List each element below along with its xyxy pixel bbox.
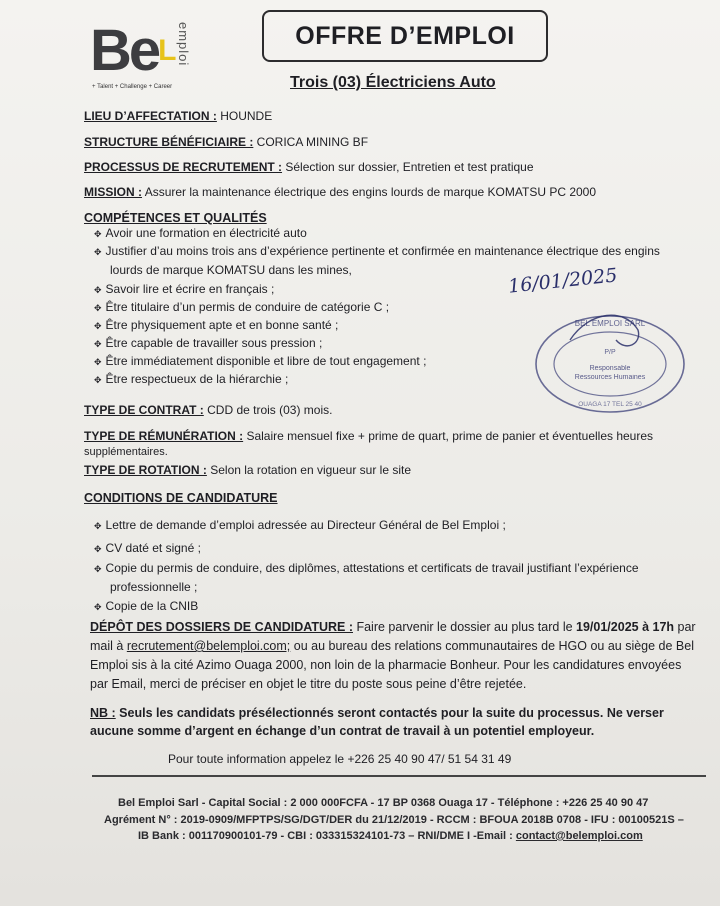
svg-text:Responsable: Responsable	[589, 365, 631, 372]
field-mission: MISSION : Assurer la maintenance électrique des engins lourds de marque KOMATSU PC 2000	[84, 185, 597, 199]
competences-heading: COMPÉTENCES ET QUALITÉS	[84, 211, 267, 225]
competence-item: ✥ Être immédiatement disponible et libre de tout engagement ;	[94, 354, 427, 368]
svg-text:OUAGA 17 TEL 25 40: OUAGA 17 TEL 25 40	[578, 401, 642, 408]
condition-item: ✥ Lettre de demande d’emploi adressée au Directeur Général de Bel Emploi ;	[94, 518, 506, 532]
page-title: OFFRE D’EMPLOI	[295, 21, 515, 50]
condition-item-continuation: professionnelle ;	[110, 580, 198, 594]
footer-line-3: IB Bank : 001170900101-79 - CBI : 033315324101-73 – RNI/DME I -Email : contact@belemploi.com	[138, 830, 643, 842]
competence-item: ✥ Être respectueux de la hiérarchie ;	[94, 372, 289, 386]
info-line: Pour toute information appelez le +226 25 40 90 47/ 51 54 31 49	[168, 752, 512, 766]
condition-item: ✥ CV daté et signé ;	[94, 541, 201, 555]
svg-text:P/P: P/P	[604, 349, 616, 356]
company-logo	[86, 18, 196, 98]
competence-item: ✥ Être capable de travailler sous pression ;	[94, 336, 323, 350]
competence-item: ✥ Savoir lire et écrire en français ;	[94, 282, 275, 296]
company-stamp	[530, 300, 690, 420]
condition-item: ✥ Copie de la CNIB	[94, 599, 199, 613]
svg-text:Ressources Humaines: Ressources Humaines	[574, 374, 646, 381]
depot-line-3: Emploi sis à la cité Azimo Ouaga 2000, non loin de la pharmacie Bonheur. Pour les candidatures envoyées	[90, 658, 682, 672]
nb-line-2: aucune somme d’argent en échange d’un contrat de travail à un potentiel employeur.	[90, 724, 595, 738]
conditions-heading: CONDITIONS DE CANDIDATURE	[84, 491, 278, 505]
footer-divider	[92, 775, 706, 777]
logo-vertical-text: emploi	[176, 22, 191, 67]
field-structure: STRUCTURE BÉNÉFICIAIRE : CORICA MINING BF	[84, 135, 369, 149]
competence-item: ✥ Être physiquement apte et en bonne santé ;	[94, 318, 339, 332]
competence-item-continuation: lourds de marque KOMATSU dans les mines,	[110, 263, 352, 277]
competence-item: ✥ Avoir une formation en électricité auto	[94, 226, 307, 240]
depot-line-1: DÉPÔT DES DOSSIERS DE CANDIDATURE : Faire parvenir le dossier au plus tard le 19/01/2025 à 17h par	[90, 620, 696, 634]
field-rotation: TYPE DE ROTATION : Selon la rotation en vigueur sur le site	[84, 463, 412, 477]
contact-email-link[interactable]: contact@belemploi.com	[515, 830, 643, 842]
field-processus: PROCESSUS DE RECRUTEMENT : Sélection sur dossier, Entretien et test pratique	[84, 160, 534, 174]
depot-line-2: mail à recrutement@belemploi.com; ou au bureau des relations communautaires de HGO ou au siège de Bel	[90, 639, 694, 653]
logo-wordmark: BeL	[90, 18, 174, 83]
condition-item: ✥ Copie du permis de conduire, des diplômes, attestations et certificats de travail justifiant l’expérience	[94, 561, 639, 575]
competence-item: ✥ Justifier d’au moins trois ans d’expérience pertinente et confirmée en maintenance électrique des engins	[94, 244, 660, 258]
field-lieu: LIEU D’AFFECTATION : HOUNDE	[84, 109, 273, 123]
footer-line-2: Agrément N° : 2019-0909/MFPTPS/SG/DGT/DER du 21/12/2019 - RCCM : BFOUA 2018B 0708 - IFU : 00100521S –	[104, 814, 684, 826]
logo-tagline: + Talent + Challenge + Career	[92, 84, 173, 90]
title-box	[262, 10, 548, 62]
svg-text:BEL EMPLOI SARL: BEL EMPLOI SARL	[574, 319, 646, 328]
footer-line-1: Bel Emploi Sarl - Capital Social : 2 000 000FCFA - 17 BP 0368 Ouaga 17 - Téléphone : +226 25 40 90 47	[118, 797, 649, 809]
recruitment-email-link[interactable]: recrutement@belemploi.com;	[126, 639, 291, 653]
nb-line-1: NB : Seuls les candidats présélectionnés seront contactés pour la suite du processus. Ne verser	[90, 706, 664, 720]
competence-item: ✥ Être titulaire d’un permis de conduire de catégorie C ;	[94, 300, 390, 314]
job-subtitle: Trois (03) Électriciens Auto	[290, 74, 496, 91]
logo-accent: L	[158, 34, 174, 67]
field-type-contrat: TYPE DE CONTRAT : CDD de trois (03) mois.	[84, 403, 333, 417]
field-remuneration-continuation: supplémentaires.	[84, 446, 168, 458]
depot-line-4: par Email, merci de préciser en objet le titre du poste sous peine d’être rejetée.	[90, 677, 527, 691]
handwritten-date: 16/01/2025	[507, 264, 619, 298]
field-remuneration: TYPE DE RÉMUNÉRATION : Salaire mensuel fixe + prime de quart, prime de panier et éventuelles heures	[84, 429, 654, 443]
